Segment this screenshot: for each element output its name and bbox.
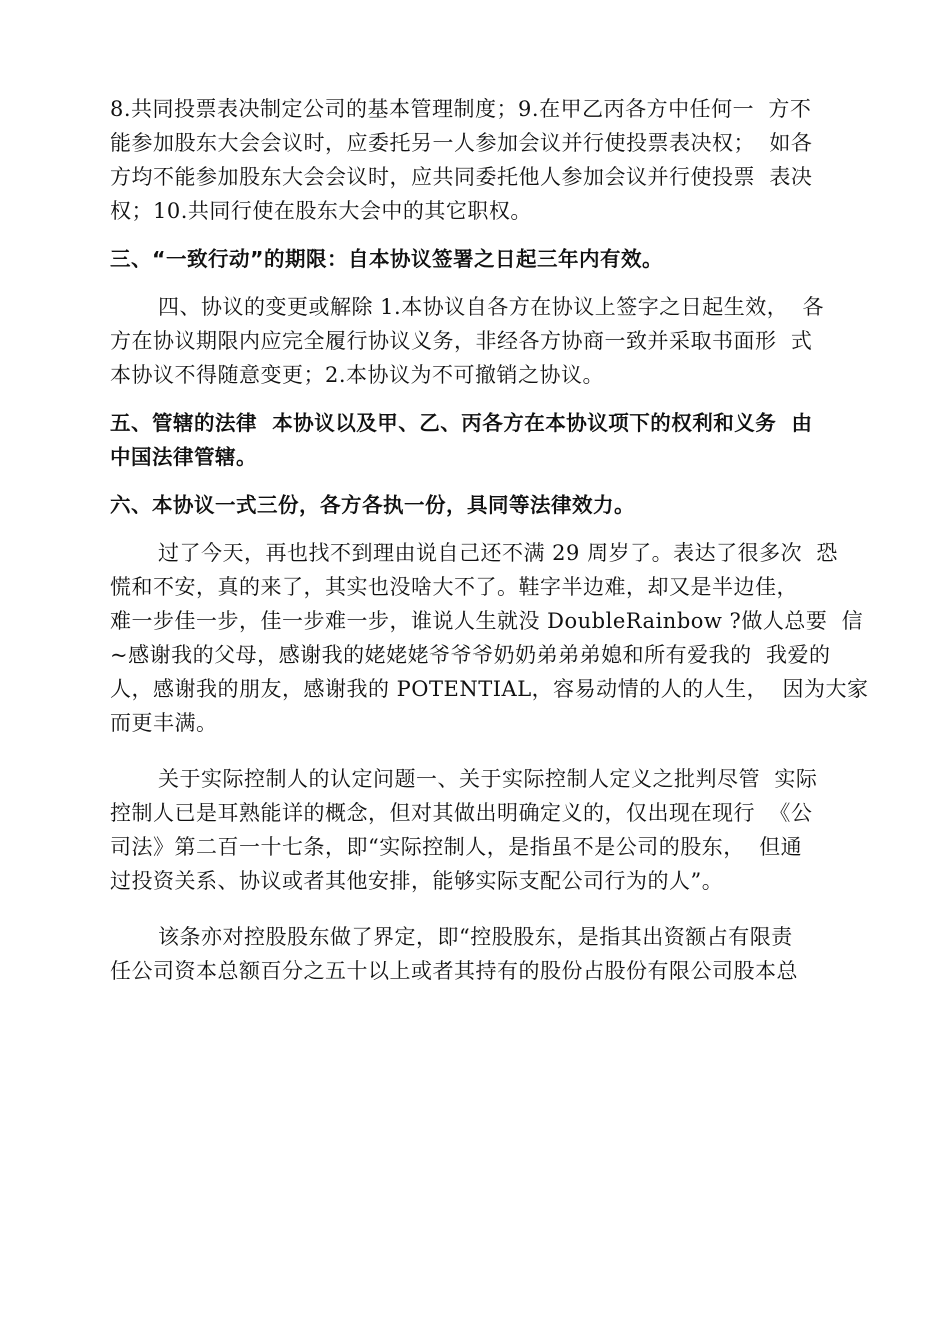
heading-line: 五、管辖的法律 本协议以及甲、乙、丙各方在本协议项下的权利和义务 由 xyxy=(110,411,813,435)
text-line: 而更丰满。 xyxy=(110,711,218,735)
text-line: 该条亦对控股股东做了界定，即“控股股东，是指其出资额占有限责 xyxy=(158,925,793,949)
text-line: 方均不能参加股东大会会议时，应共同委托他人参加会议并行使投票 表决 xyxy=(110,165,813,189)
text-line: 方在协议期限内应完全履行协议义务，非经各方协商一致并采取书面形 式 xyxy=(110,329,813,353)
document-page xyxy=(110,92,869,988)
paragraph-birthday xyxy=(110,536,869,740)
text-line: 能参加股东大会会议时，应委托另一人参加会议并行使投票表决权； 如各 xyxy=(110,131,813,155)
text-line: 难一步佳一步，佳一步难一步，谁说人生就没 DoubleRainbow ?做人总要 信 xyxy=(110,609,864,633)
heading-line: 六、本协议一式三份，各方各执一份，具同等法律效力。 xyxy=(110,493,635,517)
text-line: 本协议不得随意变更；2.本协议为不可撤销之协议。 xyxy=(110,363,605,387)
text-line: 控制人已是耳熟能详的概念，但对其做出明确定义的，仅出现在现行 《公 xyxy=(110,801,813,825)
text-line: 8.共同投票表决制定公司的基本管理制度；9.在甲乙丙各方中任何一 方不 xyxy=(110,97,812,121)
text-line: 权；10.共同行使在股东大会中的其它职权。 xyxy=(110,199,532,223)
text-line: 司法》第二百一十七条，即“实际控制人，是指虽不是公司的股东， 但通 xyxy=(110,835,803,859)
text-line: ~感谢我的父母，感谢我的姥姥姥爷爷爷奶奶弟弟弟媳和所有爱我的 我爱的 xyxy=(110,643,831,667)
paragraph-voting-rights xyxy=(110,92,855,228)
paragraph-amendment xyxy=(110,290,855,392)
text-line: 四、协议的变更或解除 1.本协议自各方在协议上签字之日起生效， 各 xyxy=(158,295,825,319)
section-heading-copies xyxy=(110,488,855,522)
paragraph-controlling-shareholder xyxy=(110,920,855,988)
text-line: 过了今天，再也找不到理由说自己还不满 29 周岁了。表达了很多次 恐 xyxy=(158,541,838,565)
paragraph-actual-controller xyxy=(110,762,855,898)
section-heading-governing-law xyxy=(110,406,855,474)
text-line: 关于实际控制人的认定问题一、关于实际控制人定义之批判尽管 实际 xyxy=(158,767,818,791)
section-heading-term xyxy=(110,242,855,276)
text-line: 过投资关系、协议或者其他安排，能够实际支配公司行为的人”。 xyxy=(110,869,724,893)
text-line: 慌和不安，真的来了，其实也没啥大不了。鞋字半边难，却又是半边佳， xyxy=(110,575,798,599)
heading-line: 三、“一致行动”的期限：自本协议签署之日起三年内有效。 xyxy=(110,247,663,271)
text-line: 人，感谢我的朋友，感谢我的 POTENTIAL，容易动情的人的人生， 因为大家 xyxy=(110,677,869,701)
heading-line: 中国法律管辖。 xyxy=(110,445,257,469)
text-line: 任公司资本总额百分之五十以上或者其持有的股份占股份有限公司股本总 xyxy=(110,959,798,983)
